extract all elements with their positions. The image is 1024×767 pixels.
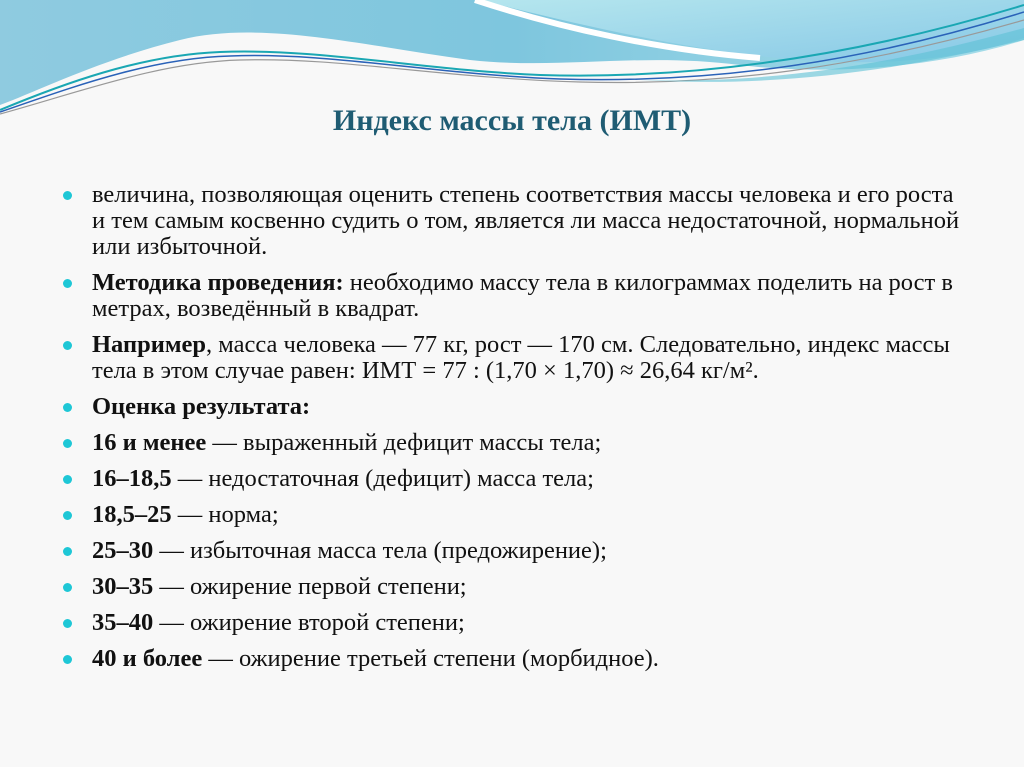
wave-banner <box>0 0 1024 115</box>
bullet-range-30-35 <box>60 574 970 600</box>
bullet-text: — выраженный дефицит массы тела; <box>206 429 602 456</box>
bullet-bold: 16 и менее <box>92 429 207 456</box>
bullet-range-35-40 <box>60 610 970 636</box>
bullet-bold: Например <box>92 331 207 358</box>
bullet-bold: 18,5–25 <box>92 501 172 528</box>
bullet-evaluation-heading <box>60 394 970 420</box>
bullet-bold: 40 и более <box>92 645 203 672</box>
bullet-range-40-more <box>60 646 970 672</box>
bullet-range-16-18-5 <box>60 466 970 492</box>
bullet-dot-icon <box>63 475 72 484</box>
bullet-dot-icon <box>63 279 72 288</box>
bullet-example <box>60 332 970 384</box>
bullet-dot-icon <box>63 403 72 412</box>
bullet-definition <box>60 182 970 260</box>
bullet-dot-icon <box>63 547 72 556</box>
bullet-dot-icon <box>63 439 72 448</box>
bullet-text: величина, позволяющая оценить степень соответствия массы человека и его роста и тем самым косвенно судить о том, является ли масса недостаточной, нормальной или избыточной. <box>92 181 960 260</box>
bullet-range-25-30 <box>60 538 970 564</box>
bullet-bold: 30–35 <box>92 573 154 600</box>
bullet-range-16-less <box>60 430 970 456</box>
bullet-text: необходимо массу тела в килограммах поделить на рост в метрах, возведённый в квадрат. <box>92 269 953 322</box>
bullet-dot-icon <box>63 341 72 350</box>
bullet-list <box>60 182 970 682</box>
bullet-bold: Методика проведения: <box>92 269 344 296</box>
bullet-range-18-5-25 <box>60 502 970 528</box>
bullet-text: — избыточная масса тела (предожирение); <box>153 537 607 564</box>
bullet-text: — недостаточная (дефицит) масса тела; <box>171 465 594 492</box>
bullet-method <box>60 270 970 322</box>
slide-title: Индекс массы тела (ИМТ) <box>332 104 692 137</box>
bullet-text: — норма; <box>171 501 279 528</box>
bullet-dot-icon <box>63 583 72 592</box>
bullet-text: — ожирение первой степени; <box>153 573 467 600</box>
bullet-text: , масса человека — 77 кг, рост — 170 см. Следовательно, индекс массы тела в этом случае равен: ИМТ = 77 : (1,70 × 1,70) ≈ 26,64 кг/м². <box>92 331 950 384</box>
bullet-text: — ожирение третьей степени (морбидное). <box>202 645 659 672</box>
bullet-bold: 16–18,5 <box>92 465 172 492</box>
bullet-dot-icon <box>63 619 72 628</box>
bullet-bold: 35–40 <box>92 609 154 636</box>
bullet-dot-icon <box>63 655 72 664</box>
bullet-bold: 25–30 <box>92 537 154 564</box>
bullet-dot-icon <box>63 511 72 520</box>
bullet-dot-icon <box>63 191 72 200</box>
bullet-bold: Оценка результата: <box>92 393 311 420</box>
bullet-text: — ожирение второй степени; <box>153 609 465 636</box>
